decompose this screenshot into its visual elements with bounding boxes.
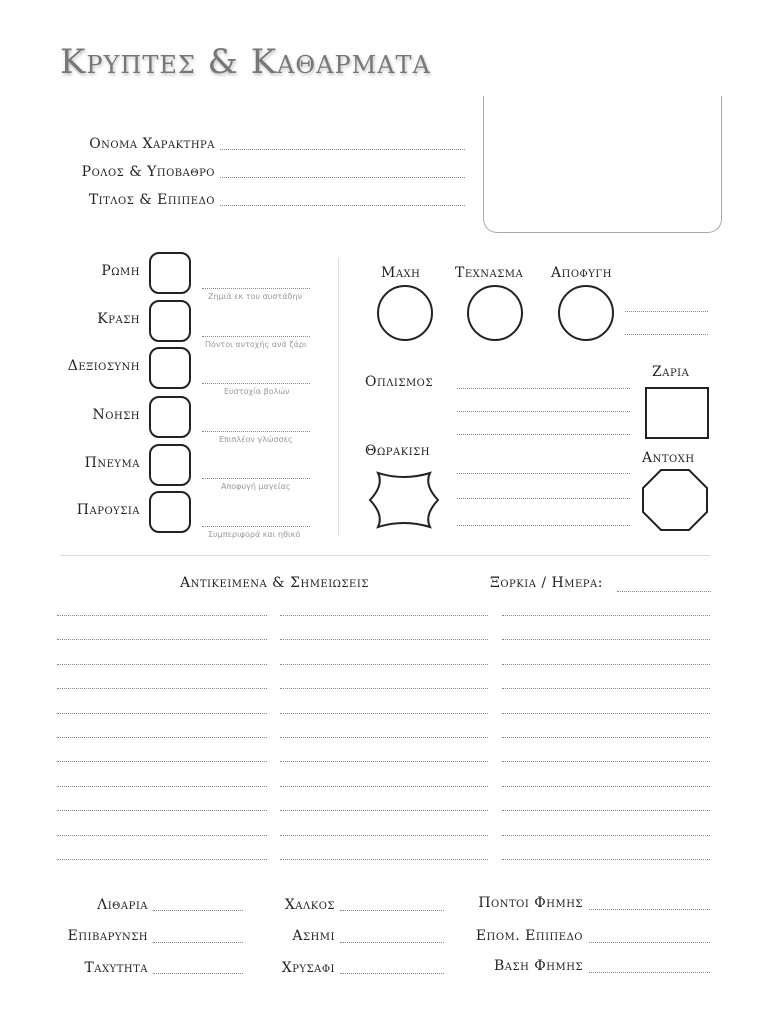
note-line[interactable] [502, 859, 710, 860]
stones-label: Λιθαρια [97, 897, 148, 913]
armor-field[interactable] [457, 473, 630, 474]
title-level-label: Τιτλος & Επιπεδο [88, 192, 215, 208]
note-line[interactable] [57, 859, 267, 860]
note-line[interactable] [502, 786, 710, 787]
note-line[interactable] [57, 664, 267, 665]
gold-label: Χρυσαφι [281, 960, 335, 976]
fame-points-label: Ποντοι Φημης [478, 895, 583, 911]
attribute-score-box[interactable] [149, 300, 191, 342]
note-line[interactable] [57, 639, 267, 640]
attribute-hint: Αποφυγή μαγείας [221, 482, 291, 491]
encumbrance-field[interactable] [153, 942, 243, 943]
trick-circle[interactable] [467, 285, 523, 341]
note-line[interactable] [280, 688, 488, 689]
attribute-hint: Επιπλέον γλώσσες [219, 435, 293, 444]
role-background-label: Ρολος & Υποβαθρο [81, 164, 215, 180]
attribute-hint: Ζημιά εκ του συστάδην [208, 292, 302, 301]
next-level-field[interactable] [589, 942, 710, 943]
note-line[interactable] [502, 639, 710, 640]
note-line[interactable] [57, 737, 267, 738]
note-line[interactable] [502, 615, 710, 616]
attribute-label: Νοηση [92, 407, 140, 423]
sheet-title: Κρυπτες & Καθαρματα [60, 42, 431, 82]
note-line[interactable] [502, 664, 710, 665]
title-level-field[interactable] [220, 205, 465, 206]
weapons-label: Οπλισμος [365, 374, 433, 390]
dice-label: Ζαρια [652, 364, 690, 380]
armor-shield-icon[interactable] [366, 465, 442, 535]
attribute-score-box[interactable] [149, 491, 191, 533]
trick-label: Τεχνασμα [455, 265, 524, 281]
attribute-modifier-field[interactable] [202, 336, 310, 337]
note-line[interactable] [280, 713, 488, 714]
dice-box[interactable] [645, 387, 709, 439]
note-line[interactable] [280, 639, 488, 640]
attribute-hint: Συμπεριφορά και ηθικό [208, 530, 301, 539]
copper-field[interactable] [340, 910, 444, 911]
attribute-score-box[interactable] [149, 347, 191, 389]
encumbrance-label: Επιβαρυνση [67, 928, 148, 944]
role-background-field[interactable] [220, 177, 465, 178]
note-line[interactable] [280, 835, 488, 836]
note-line[interactable] [280, 810, 488, 811]
combat-circle[interactable] [377, 285, 433, 341]
gold-field[interactable] [340, 973, 444, 974]
copper-label: Χαλκος [284, 897, 335, 913]
attribute-label: Κραση [97, 311, 140, 327]
stones-field[interactable] [153, 910, 243, 911]
attribute-label: Ρωμη [101, 263, 140, 279]
attribute-modifier-field[interactable] [202, 526, 310, 527]
weapons-field[interactable] [457, 434, 630, 435]
items-notes-heading: Αντικειμενα & Σημειωσεις [180, 575, 369, 591]
note-line[interactable] [57, 810, 267, 811]
spells-per-day-label: Ξορκια / Ημερα: [490, 575, 603, 591]
note-line[interactable] [57, 761, 267, 762]
note-line[interactable] [502, 810, 710, 811]
note-line[interactable] [502, 737, 710, 738]
fame-base-field[interactable] [589, 972, 710, 973]
note-line[interactable] [502, 835, 710, 836]
spells-per-day-field[interactable] [617, 591, 711, 592]
note-line[interactable] [502, 688, 710, 689]
stamina-label: Αντοχη [642, 450, 695, 466]
attribute-modifier-field[interactable] [202, 288, 310, 289]
note-line[interactable] [280, 737, 488, 738]
armor-field[interactable] [457, 525, 630, 526]
note-line[interactable] [57, 713, 267, 714]
attribute-hint: Ευστοχία βολών [224, 387, 290, 396]
stamina-octagon-icon[interactable] [642, 469, 708, 531]
note-line[interactable] [57, 688, 267, 689]
note-line[interactable] [502, 713, 710, 714]
note-line[interactable] [280, 859, 488, 860]
note-line[interactable] [57, 615, 267, 616]
attribute-score-box[interactable] [149, 252, 191, 294]
section-divider [60, 555, 710, 556]
speed-label: Ταχυτητα [84, 960, 148, 976]
armor-field[interactable] [457, 498, 630, 499]
attribute-modifier-field[interactable] [202, 478, 310, 479]
weapons-field[interactable] [457, 388, 630, 389]
attribute-score-box[interactable] [149, 396, 191, 438]
dodge-note-field[interactable] [625, 311, 708, 312]
weapons-field[interactable] [457, 411, 630, 412]
character-name-label: Ονομα Χαρακτηρα [89, 136, 215, 152]
attribute-modifier-field[interactable] [202, 431, 310, 432]
attribute-label: Παρουσια [76, 502, 140, 518]
next-level-label: Επομ. Επιπεδο [475, 928, 583, 944]
note-line[interactable] [280, 615, 488, 616]
attribute-hint: Πόντοι αντοχής ανά ζάρι [205, 340, 307, 349]
combat-label: Μαχη [381, 265, 421, 281]
speed-field[interactable] [153, 973, 243, 974]
column-divider [338, 258, 339, 536]
attribute-score-box[interactable] [149, 444, 191, 486]
attribute-modifier-field[interactable] [202, 383, 310, 384]
armor-label: Θωρακιση [365, 443, 430, 459]
dodge-note-field[interactable] [625, 334, 708, 335]
attribute-label: Πνευμα [84, 455, 140, 471]
dodge-label: Αποφυγη [551, 265, 612, 281]
note-line[interactable] [280, 786, 488, 787]
fame-base-label: Βαση Φημης [494, 958, 583, 974]
note-line[interactable] [280, 761, 488, 762]
note-line[interactable] [57, 835, 267, 836]
character-name-field[interactable] [220, 149, 465, 150]
note-line[interactable] [502, 761, 710, 762]
silver-label: Ασημι [292, 928, 335, 944]
note-line[interactable] [57, 786, 267, 787]
portrait-box[interactable] [483, 96, 722, 233]
note-line[interactable] [280, 664, 488, 665]
silver-field[interactable] [340, 942, 444, 943]
fame-points-field[interactable] [589, 909, 710, 910]
attribute-label: Δεξιοσυνη [67, 358, 140, 374]
dodge-circle[interactable] [558, 285, 614, 341]
